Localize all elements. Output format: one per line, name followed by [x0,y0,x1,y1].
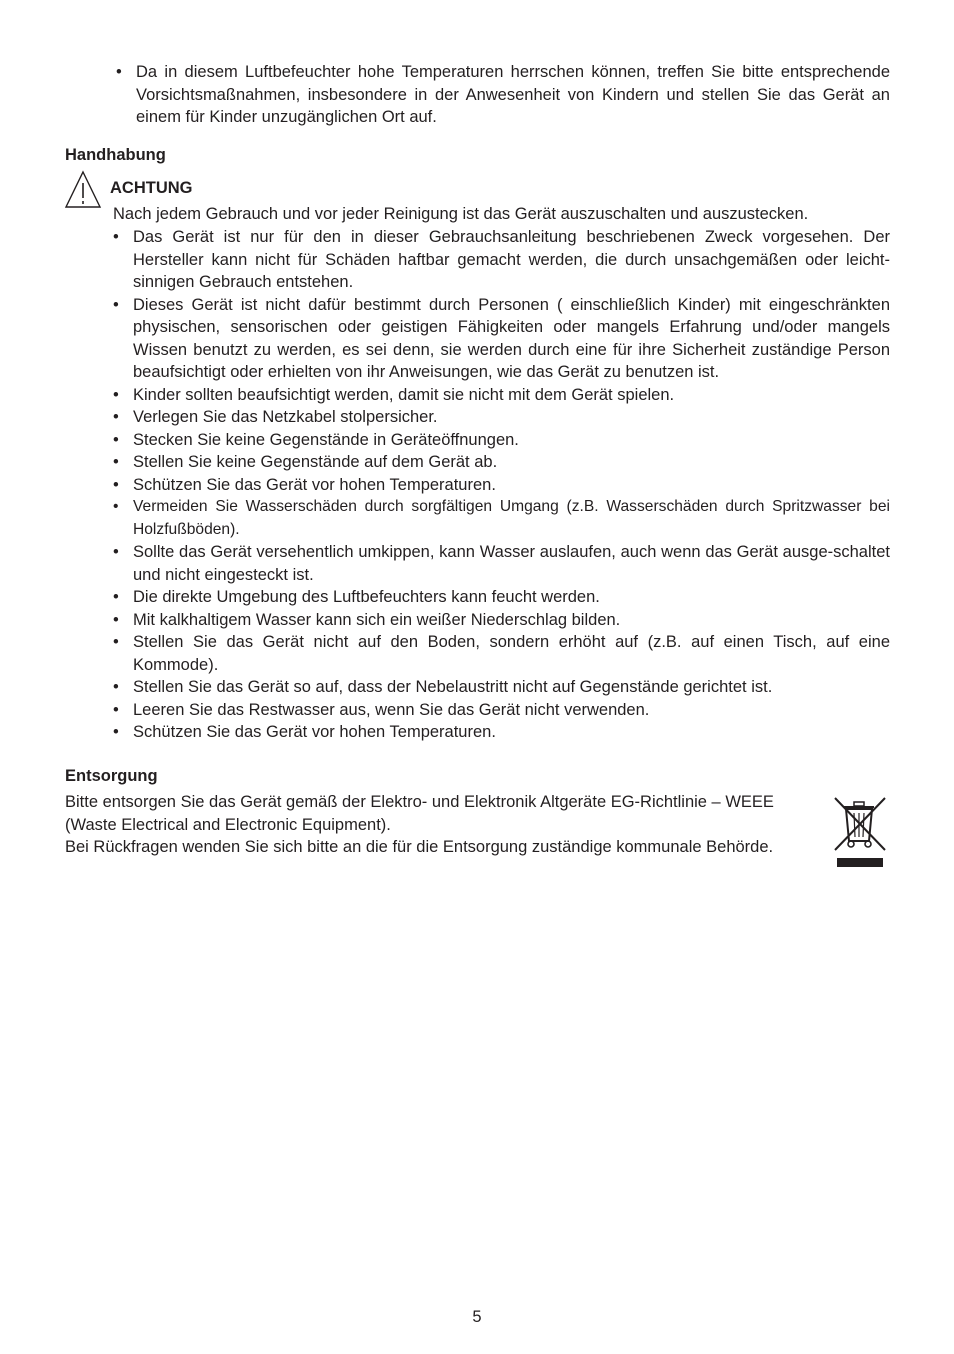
handling-list [133,226,890,744]
list-item: • Stellen Sie das Gerät so auf, dass der Nebelaustritt nicht auf Gegenstände gerichtet ist. [133,676,890,699]
section-heading-entsorgung: Entsorgung [65,767,158,785]
list-item: • Sollte das Gerät versehentlich umkippen, kann Wasser auslaufen, auch wenn das Gerät ausge-schaltet und nicht eingesteckt ist. [133,541,890,586]
list-item: • Kinder sollten beaufsichtigt werden, damit sie nicht mit dem Gerät spielen. [133,384,890,407]
list-item: • Die direkte Umgebung des Luftbefeuchters kann feucht werden. [133,586,890,609]
list-item: • Vermeiden Sie Wasserschäden durch sorgfältigen Umgang (z.B. Wasserschäden durch Spritzwasser bei Holzfußböden). [133,496,890,541]
list-item: • Verlegen Sie das Netzkabel stolpersicher. [133,406,890,429]
warning-label: ACHTUNG [110,179,193,197]
list-item: • Stellen Sie keine Gegenstände auf dem Gerät ab. [133,451,890,474]
intro-list [136,61,890,129]
list-item: • Schützen Sie das Gerät vor hohen Temperaturen. [133,474,890,497]
list-item: • Dieses Gerät ist nicht dafür bestimmt durch Personen ( einschließlich Kinder) mit eingeschränkten physischen, sensorischen oder geistigen Fähigkeiten oder mangels Erfahrung und/oder mangels Wissen benutzt zu werden, es sei denn, sie werden durch eine für ihre Sicherheit zuständige Person beaufsichtigt oder erhielten von ihr Anweisungen, wie das Gerät zu benutzen ist. [133,294,890,384]
disposal-paragraph: Bei Rückfragen wenden Sie sich bitte an die für die Entsorgung zuständige kommunale Behörde. [65,838,774,856]
warning-text: Nach jedem Gebrauch und vor jeder Reinigung ist das Gerät auszuschalten und auszustecken. [113,205,809,223]
disposal-paragraph: Bitte entsorgen Sie das Gerät gemäß der Elektro- und Elektronik Altgeräte EG-Richtlinie – WEEE (Waste Electrical and Electronic Equipment). [65,793,774,834]
list-item: • Stecken Sie keine Gegenstände in Geräteöffnungen. [133,429,890,452]
list-item: • Schützen Sie das Gerät vor hohen Temperaturen. [133,721,890,744]
list-item: • Stellen Sie das Gerät nicht auf den Boden, sondern erhöht auf (z.B. auf einen Tisch, auf eine Kommode). [133,631,890,676]
warning-triangle-icon [64,170,102,210]
page-number: 5 [472,1308,482,1326]
list-item: • Leeren Sie das Restwasser aus, wenn Sie das Gerät nicht verwenden. [133,699,890,722]
weee-crossed-bin-icon [832,795,888,869]
disposal-text [65,791,825,859]
list-item: • Das Gerät ist nur für den in dieser Gebrauchsanleitung beschriebenen Zweck vorgesehen. Der Hersteller kann nicht für Schäden haftbar gemacht werden, die durch unsachgemäßen oder leicht-sinnigen Gebrauch entstehen. [133,226,890,294]
list-item: • Mit kalkhaltigem Wasser kann sich ein weißer Niederschlag bilden. [133,609,890,632]
list-item: • Da in diesem Luftbefeuchter hohe Temperaturen herrschen können, treffen Sie bitte entsprechende Vorsichtsmaßnahmen, insbesondere in der Anwesenheit von Kindern und stellen Sie das Gerät an einem für Kinder unzugänglichen Ort auf. [136,61,890,129]
section-heading-handhabung: Handhabung [65,146,166,164]
